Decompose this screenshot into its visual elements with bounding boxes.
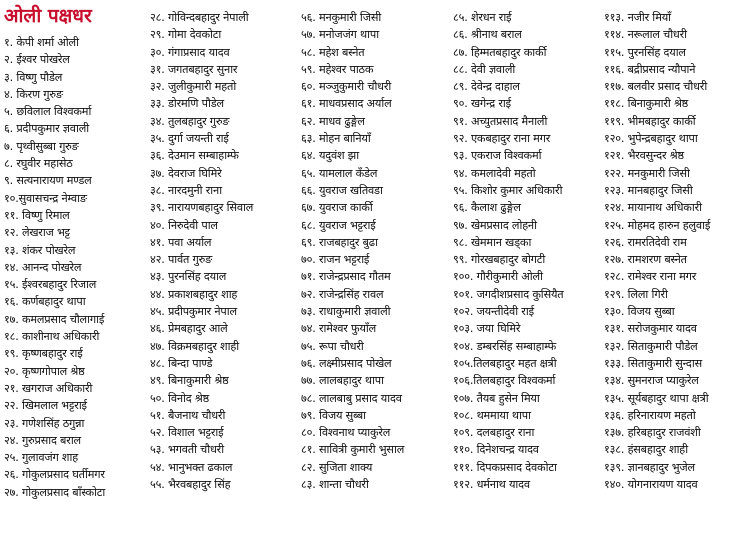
list-item: ३५. दुर्गा जयन्ती राई bbox=[150, 132, 229, 146]
name-column-4 bbox=[453, 9, 603, 493]
list-item: ३०. गंगाप्रसाद यादव bbox=[150, 45, 230, 59]
list-item: १३१. सरोजकुमार यादव bbox=[604, 322, 697, 336]
list-item: ४५. प्रदीपकुमार नेपाल bbox=[150, 305, 237, 319]
list-item: १२०. भुपेन्द्रबहादुर थापा bbox=[604, 132, 698, 146]
list-item: ७५. रूपा चौधरी bbox=[301, 339, 364, 353]
list-item: ७८. लालबाबु प्रसाद यादव bbox=[301, 391, 402, 405]
name-column-3 bbox=[301, 9, 449, 493]
list-item: १३९. ज्ञानबहादुर भुजेल bbox=[604, 460, 695, 474]
list-item: १२. लेखराज भट्ट bbox=[4, 226, 70, 240]
list-item: ६३. मोहन बानियाँ bbox=[301, 132, 371, 146]
list-item: ९. सत्यनारायण मण्डल bbox=[4, 174, 92, 188]
list-item: १००. गौरीकुमारी ओली bbox=[453, 270, 543, 284]
list-item: ४९. बिनाकुमारी श्रेष्ठ bbox=[150, 374, 229, 388]
list-item: ६२. माधव ढुङ्गेल bbox=[301, 114, 365, 128]
list-item: १९. कृष्णबहादुर राई bbox=[4, 347, 83, 361]
list-item: ९०. खगेन्द्र राई bbox=[453, 97, 511, 111]
list-item: ८५. शेरधन राई bbox=[453, 11, 512, 24]
name-column-1 bbox=[4, 34, 144, 501]
list-item: ३६. देउमान सम्बाहाम्फे bbox=[150, 149, 239, 163]
list-item: १३. शंकर पोखरेल bbox=[4, 243, 76, 257]
list-item: १२४. मायानाथ अधिकारी bbox=[604, 201, 702, 215]
list-item: २२. खिमलाल भट्टराई bbox=[4, 399, 87, 413]
list-item: ९४. कमलादेवी महतो bbox=[453, 166, 536, 180]
list-item: ५६. मनकुमारी जिसी bbox=[301, 11, 382, 24]
list-item: ७१. राजेन्द्रप्रसाद गौतम bbox=[301, 270, 391, 284]
list-item: १३२. सिताकुमारी पौडेल bbox=[604, 339, 698, 353]
list-item: ४०. निरुदेवी पाल bbox=[150, 218, 218, 232]
list-item: १३३. सिताकुमारी सुन्दास bbox=[604, 356, 702, 370]
list-item: ६५. यामलाल कँडेल bbox=[301, 166, 378, 180]
list-item: ४४. प्रकाशबहादुर शाह bbox=[150, 287, 238, 301]
list-item: ८०. विश्वनाथ प्याकुरेल bbox=[301, 426, 391, 440]
list-item: १०९. दलबहादुर राना bbox=[453, 426, 535, 440]
list-item: ५७. मनोजजंग थापा bbox=[301, 28, 379, 42]
list-item: ६८. युवराज भट्टराई bbox=[301, 218, 376, 232]
list-item: १०७. तैयब हुसेन मिया bbox=[453, 391, 540, 405]
list-item: १०८. थममाया थापा bbox=[453, 408, 531, 422]
list-item: ६०. मञ्जुकुमारी चौधरी bbox=[301, 80, 392, 94]
list-item: २४. गुरुप्रसाद बराल bbox=[4, 433, 81, 447]
list-item: ४. किरण गुरुङ bbox=[4, 87, 63, 101]
list-item: ५२. विशाल भट्टराई bbox=[150, 426, 224, 440]
list-item: ३३. डोरमणि पौडेल bbox=[150, 97, 224, 111]
list-item: ७४. रामेश्वर फुयाँल bbox=[301, 322, 377, 336]
list-item: १२२. मनकुमारी जिसी bbox=[604, 166, 690, 180]
list-item: ४१. पवा अर्याल bbox=[150, 235, 212, 249]
name-column-2 bbox=[150, 9, 300, 493]
list-item: १३६. हरिनारायण महतो bbox=[604, 408, 696, 422]
list-item: ८१. सावित्री कुमारी भुसाल bbox=[301, 443, 405, 457]
list-item: ११६. बद्रीप्रसाद न्यौपाने bbox=[604, 62, 696, 76]
list-item: ५०. विनोद श्रेष्ठ bbox=[150, 391, 209, 405]
list-item: ९७. खेमप्रसाद लोहनी bbox=[453, 218, 537, 232]
list-item: ११. विष्णु रिमाल bbox=[4, 208, 70, 222]
list-item: ९१. अच्युतप्रसाद मैनाली bbox=[453, 114, 548, 128]
list-item: ११७. बलवीर प्रसाद चौधरी bbox=[604, 80, 708, 94]
list-item: १०.सुवासचन्द्र नेम्वाङ bbox=[4, 191, 87, 205]
list-item: ९९. गोरखबहादुर बोगटी bbox=[453, 253, 546, 267]
list-item: ११०. दिनेशचन्द्र यादव bbox=[453, 443, 539, 457]
list-item: ३८. नारदमुनी राना bbox=[150, 183, 222, 197]
list-item: १३८. हंसबहादुर शाही bbox=[604, 443, 688, 457]
list-item: ७६. लक्ष्मीप्रसाद पोखेल bbox=[301, 356, 392, 370]
list-item: ६७. युवराज कार्की bbox=[301, 201, 373, 215]
list-item: १२९. लिला गिरी bbox=[604, 287, 668, 301]
list-item: ६९. राजबहादुर बुढा bbox=[301, 235, 378, 249]
list-item: १२६. रामरतिदेवी राम bbox=[604, 235, 687, 249]
list-item: ५१. बैजनाथ चौधरी bbox=[150, 408, 226, 422]
list-item: ८८. देवी ज्ञवाली bbox=[453, 62, 516, 76]
list-item: १०४. डम्बरसिंह सम्बाहाम्फे bbox=[453, 339, 557, 353]
list-item: १०२. जयन्तीदेवी राई bbox=[453, 305, 534, 319]
list-item: १२१. भैरवसुन्दर श्रेष्ठ bbox=[604, 149, 684, 163]
list-item: ५५. भैरवबहादुर सिंह bbox=[150, 478, 231, 492]
list-item: १३७. हरिबहादुर राजवंशी bbox=[604, 426, 701, 440]
list-item: ७०. राजन भट्टराई bbox=[301, 253, 370, 267]
list-item: १८. काशीनाथ अधिकारी bbox=[4, 330, 100, 344]
list-item: ९८. खेममान खड्का bbox=[453, 235, 532, 249]
list-item: २. ईश्वर पोखरेल bbox=[4, 53, 70, 67]
list-item: ९५. किशोर कुमार अधिकारी bbox=[453, 183, 563, 197]
list-item: ८२. सुजिता शाक्य bbox=[301, 460, 373, 474]
list-item: १०१. जगदीशप्रसाद कुसियैत bbox=[453, 287, 564, 301]
list-item: २३. गणेशसिंह ठगुन्ना bbox=[4, 416, 85, 430]
list-item: १२३. मानबहादुर जिसी bbox=[604, 183, 693, 197]
list-item: ४८. बिन्दा पाण्डे bbox=[150, 356, 213, 370]
name-column-5 bbox=[604, 9, 730, 493]
list-item: ३१. जगतबहादुर सुनार bbox=[150, 62, 238, 76]
list-item: ८. रघुवीर महासेठ bbox=[4, 157, 73, 171]
list-item: ७९. विजय सुब्बा bbox=[301, 408, 366, 422]
list-item: ६४. यदुवंश झा bbox=[301, 149, 359, 163]
list-item: १७. कमलप्रसाद चौलागाई bbox=[4, 312, 105, 326]
list-item: ४२. पार्वत गुरुङ bbox=[150, 253, 213, 267]
list-item: ३२. जुलीकुमारी महतो bbox=[150, 80, 237, 94]
list-item: ८७. हिम्मतबहादुर कार्की bbox=[453, 45, 547, 59]
list-item: ५४. भानुभक्त ढकाल bbox=[150, 460, 233, 474]
list-item: २०. कृष्णगोपाल श्रेष्ठ bbox=[4, 364, 85, 378]
list-item: ११८. बिनाकुमारी श्रेष्ठ bbox=[604, 97, 689, 111]
list-item: २५. गुलावजंग शाह bbox=[4, 451, 78, 465]
list-item: ३४. तुलबहादुर गुरुङ bbox=[150, 114, 230, 128]
list-item: ८६. श्रीनाथ बराल bbox=[453, 28, 522, 42]
list-item: २८. गोविन्दबहादुर नेपाली bbox=[150, 11, 249, 24]
list-item: ३७. देवराज घिमिरे bbox=[150, 166, 222, 180]
list-item: ७. पृथ्वीसुब्बा गुरुङ bbox=[4, 139, 79, 153]
list-item: ६६. युवराज खतिवडा bbox=[301, 183, 383, 197]
list-item: १०६.तिलबहादुर विश्वकर्मा bbox=[453, 374, 556, 388]
list-item: ५९. महेश्वर पाठक bbox=[301, 62, 374, 76]
list-item: २७. गोकुलप्रसाद बाँस्कोटा bbox=[4, 485, 106, 499]
list-item: ११९. भीमबहादुर कार्की bbox=[604, 114, 696, 128]
list-item: २९. गोमा देवकोटा bbox=[150, 28, 222, 42]
list-item: ८३. शान्ता चौधरी bbox=[301, 478, 369, 492]
list-item: ४७. विक्रमबहादुर शाही bbox=[150, 339, 239, 353]
list-item: ७३. राधाकुमारी ज्ञवाली bbox=[301, 305, 391, 319]
list-item: ५. छविलाल विश्वकर्मा bbox=[4, 105, 92, 119]
list-item: २१. खगराज अधिकारी bbox=[4, 381, 93, 395]
list-item: ६. प्रदीपकुमार ज्ञवाली bbox=[4, 122, 89, 136]
list-item: ५८. महेश बस्नेत bbox=[301, 45, 365, 59]
list-item: १. केपी शर्मा ओली bbox=[4, 36, 79, 49]
list-item: १०३. जया घिमिरे bbox=[453, 322, 521, 336]
list-item: १२८. रामेश्वर राना मगर bbox=[604, 270, 697, 284]
list-item: ११४. नरूलाल चौधरी bbox=[604, 28, 687, 42]
list-item: ५३. भगवती चौधरी bbox=[150, 443, 224, 457]
list-item: ३९. नारायणबहादुर सिवाल bbox=[150, 201, 254, 215]
page-title: ओली पक्षधर bbox=[4, 5, 92, 27]
list-item: ११३. नजीर मियाँ bbox=[604, 11, 671, 24]
list-item: १११. दिपकप्रसाद देवकोटा bbox=[453, 460, 557, 474]
list-item: ३. विष्णु पौडेल bbox=[4, 70, 63, 84]
list-item: १२५. मोहमद हारुन हलुवाई bbox=[604, 218, 711, 232]
list-item: ९६. कैलाश ढुङ्गेल bbox=[453, 201, 521, 215]
list-item: ११५. पुरनसिंह दयाल bbox=[604, 45, 686, 59]
list-item: १०५.तिलबहादुर महत क्षत्री bbox=[453, 356, 557, 370]
list-item: १४०. योगनारायण यादव bbox=[604, 478, 698, 492]
list-item: ७७. लालबहादुर थापा bbox=[301, 374, 384, 388]
list-item: १२७. रामशरण बस्नेत bbox=[604, 253, 687, 267]
list-item: १४. आनन्द पोखरेल bbox=[4, 260, 82, 274]
list-item: १३५. सूर्यबहादुर थापा क्षत्री bbox=[604, 391, 709, 405]
list-item: ४३. पुरनसिंह दयाल bbox=[150, 270, 227, 284]
list-item: ७२. राजेन्द्रसिंह रावल bbox=[301, 287, 384, 301]
list-item: ६१. माधवप्रसाद अर्याल bbox=[301, 97, 392, 111]
list-item: ९३. एकराज विश्वकर्मा bbox=[453, 149, 542, 163]
list-item: ९२. एकबहादुर राना मगर bbox=[453, 132, 551, 146]
list-item: १३४. सुमनराज प्याकुरेल bbox=[604, 374, 699, 388]
list-item: ११२. धर्मनाथ यादव bbox=[453, 478, 530, 492]
list-item: १५. ईश्वरबहादुर रिजाल bbox=[4, 278, 97, 292]
list-item: १६. कर्णबहादुर थापा bbox=[4, 295, 86, 309]
list-item: १३०. विजय सुब्बा bbox=[604, 305, 675, 319]
list-item: ४६. प्रेमबहादुर आले bbox=[150, 322, 228, 336]
list-item: २६. गोकुलप्रसाद घर्तीमगर bbox=[4, 468, 105, 482]
list-item: ८९. देवेन्द्र दाहाल bbox=[453, 80, 520, 94]
